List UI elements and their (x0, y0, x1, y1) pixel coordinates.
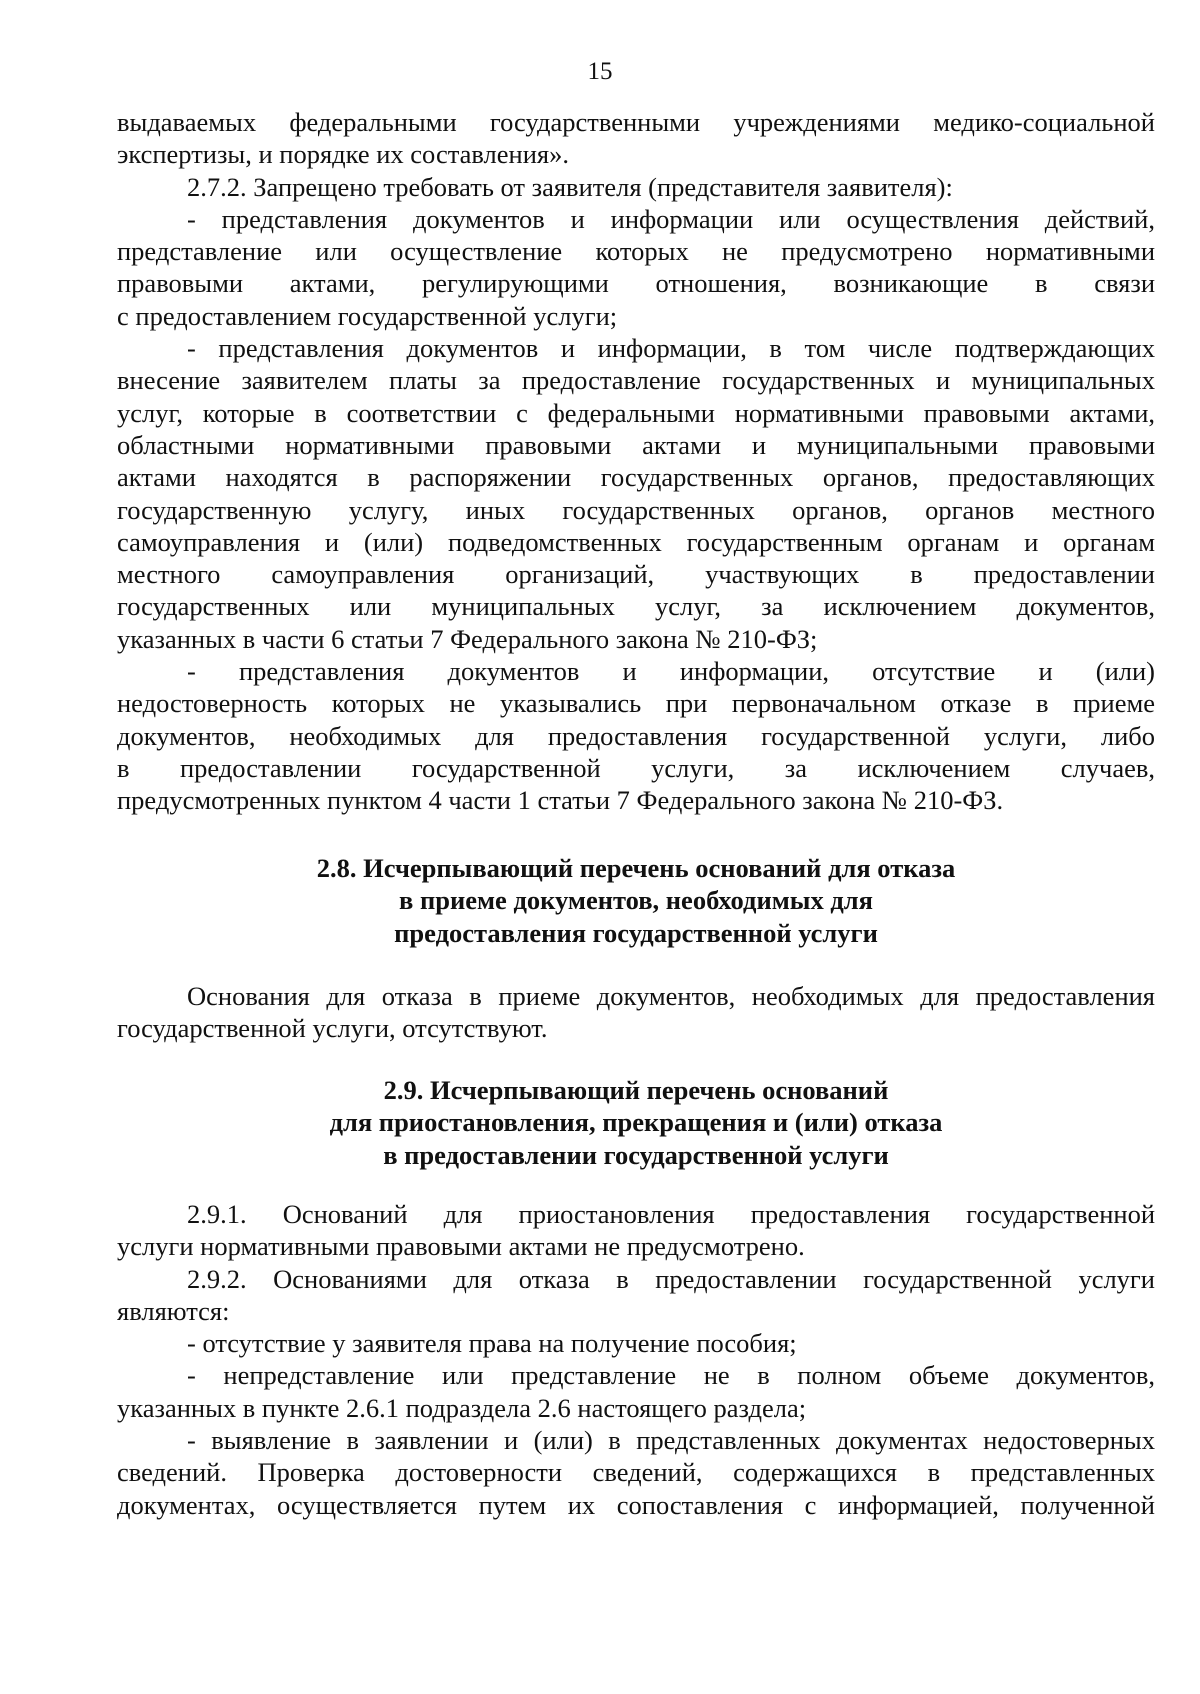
paragraph-line: с предоставлением государственной услуги; (117, 300, 618, 331)
section-2-8-heading (117, 852, 1155, 949)
paragraph-line: правовыми актами, регулирующими отношения, возникающие в связи (117, 268, 1155, 299)
heading-line: предоставления государственной услуги (394, 917, 878, 948)
heading-line: 2.9. Исчерпывающий перечень оснований (383, 1075, 889, 1105)
paragraph-line: указанных в части 6 статьи 7 Федерального закона № 210-ФЗ; (117, 623, 818, 654)
paragraph-line: экспертизы, и порядке их составления». (117, 139, 569, 170)
paragraph-line: 2.9.2. Основаниями для отказа в предоставлении государственной услуги (187, 1263, 1155, 1294)
paragraph-line: - непредставление или представление не в полном объеме документов, (187, 1360, 1155, 1391)
page-number: 15 (587, 58, 613, 85)
paragraph-line: услуги нормативными правовыми актами не предусмотрено. (117, 1231, 805, 1262)
section-2-8-body (117, 980, 1155, 1045)
paragraph-line: сведений. Проверка достоверности сведений, содержащихся в представленных (117, 1457, 1155, 1488)
paragraph-line: - представления документов и информации, в том числе подтверждающих (187, 333, 1155, 364)
paragraph-line: - представления документов и информации или осуществления действий, (187, 203, 1155, 234)
paragraph-line: актами находятся в распоряжении государственных органов, предоставляющих (117, 462, 1155, 493)
section-2-9-heading (117, 1074, 1155, 1171)
paragraph-line: предусмотренных пунктом 4 части 1 статьи 7 Федерального закона № 210-ФЗ. (117, 785, 1004, 816)
heading-line: 2.8. Исчерпывающий перечень оснований для отказа (316, 853, 956, 883)
paragraph-line: указанных в пункте 2.6.1 подраздела 2.6 настоящего раздела; (117, 1392, 807, 1423)
heading-line: в предоставлении государственной услуги (383, 1139, 889, 1170)
paragraph-line: в предоставлении государственной услуги, за исключением случаев, (117, 752, 1155, 783)
section-2-7-continuation (117, 106, 1155, 817)
section-2-9-body (117, 1198, 1155, 1521)
paragraph-line: представление или осуществление которых не предусмотрено нормативными (117, 236, 1155, 267)
paragraph-line: услуг, которые в соответствии с федеральными нормативными правовыми актами, (117, 397, 1155, 428)
paragraph-line: местного самоуправления организаций, участвующих в предоставлении (117, 559, 1155, 590)
paragraph-line: государственную услугу, иных государственных органов, органов местного (117, 494, 1155, 525)
paragraph-line: документах, осуществляется путем их сопоставления с информацией, полученной (117, 1489, 1155, 1520)
paragraph-line: самоуправления и (или) подведомственных государственным органам и органам (117, 526, 1155, 557)
paragraph-line: документов, необходимых для предоставления государственной услуги, либо (117, 720, 1155, 751)
paragraph-line: государственной услуги, отсутствуют. (117, 1013, 548, 1044)
paragraph-line: Основания для отказа в приеме документов, необходимых для предоставления (187, 981, 1155, 1011)
paragraph-line: 2.7.2. Запрещено требовать от заявителя (представителя заявителя): (187, 171, 953, 202)
paragraph-line: областными нормативными правовыми актами и муниципальными правовыми (117, 429, 1155, 460)
heading-line: для приостановления, прекращения и (или) отказа (329, 1107, 943, 1138)
paragraph-line: 2.9.1. Оснований для приостановления предоставления государственной (187, 1199, 1155, 1229)
paragraph-line: выдаваемых федеральными государственными учреждениями медико-социальной (117, 107, 1155, 137)
paragraph-line: внесение заявителем платы за предоставление государственных и муниципальных (117, 365, 1155, 396)
paragraph-line: государственных или муниципальных услуг, за исключением документов, (117, 591, 1155, 622)
paragraph-line: - представления документов и информации, отсутствие и (или) (187, 656, 1155, 687)
paragraph-line: - выявление в заявлении и (или) в представленных документах недостоверных (187, 1425, 1155, 1456)
paragraph-line: недостоверность которых не указывались при первоначальном отказе в приеме (117, 688, 1155, 719)
heading-line: в приеме документов, необходимых для (399, 885, 873, 916)
paragraph-line: являются: (117, 1295, 230, 1326)
paragraph-line: - отсутствие у заявителя права на получение пособия; (187, 1328, 797, 1359)
